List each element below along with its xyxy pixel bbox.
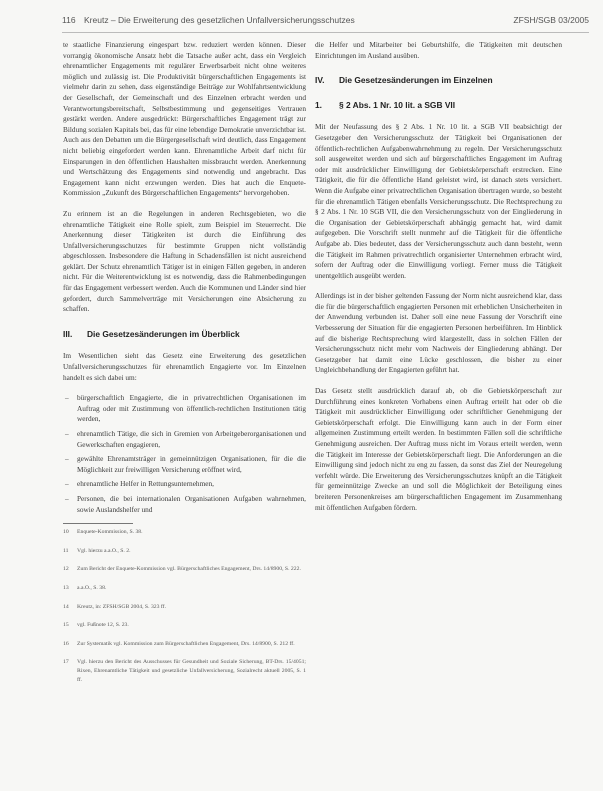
subsection-heading <box>315 100 562 111</box>
list-item: – ehrenamtliche Helfer in Rettungsunternehmen, <box>63 479 306 490</box>
subsection-number: 1. <box>315 99 322 110</box>
section-heading <box>63 329 306 340</box>
paragraph: Mit der Neufassung des § 2 Abs. 1 Nr. 10 lit. a SGB VII beabsichtigt der Gesetzgeber den Versicherungsschutz der Tätigkeit bei Organisationen der öffentlich-rechtlichen Aufgabenwahrnehmung zu regeln. Der Versicherungsschutz soll ausgeweitet werden und sich auf bürgerschaftliches Engagement im Auftrag oder mit ausdrücklicher Einwilligung der Gebietskörperschaft erstrecken. Eine Tätigkeit, die für die öffentliche Hand geleistet wird, ist danach stets versichert. Wenn die Aufgabe einer privatrechtlichen Organisation übertragen wurde, so besteht für die ehrenamtlich Tätigen ebenfalls Versicherungsschutz. Die Rechtsprechung zu § 2 Abs. 1 Nr. 10 SGB VII, die den Versicherungsschutz von der Eingliederung in die Organisation der Gebietskörperschaft abhängig gemacht hat, wird damit aufgegeben. Die Vorschrift stellt nunmehr auf die Tätigkeit für die öffentliche Aufgabe ab. Dies bedeutet, dass der Versicherungsschutz auch dann besteht, wenn die Tätigkeit im Rahmen privatrechtlich organisierter Unternehmen erbracht wird, sofern der Auftrag oder die Einwilligung vorliegt. Ferner muss die Tätigkeit unentgeltlich ausgeübt werden. <box>315 122 562 280</box>
footnote: 16 Zur Systematik vgl. Kommission zum Bürgerschaftlichen Engagement, Drs. 14/8900, S. 212 ff. <box>63 640 295 647</box>
paragraph: Das Gesetz stellt ausdrücklich darauf ab, ob die Gebietskörperschaft zur Durchführung eines konkreten Vorhabens einen Auftrag erteilt hat oder ob die Tätigkeit mit ausdrücklicher Einwilligung oder schriftlicher Genehmigung der Gebietskörperschaft erfolgt. Die Einwilligung kann auch in der Form einer allgemeinen Zustimmung erteilt werden. In bestimmten Fällen soll die schriftliche Genehmigung ausreichen. Der Auftrag muss nicht im Voraus erteilt werden, wenn die Tätigkeit im Interesse der Gebietskörperschaft liegt. Die Anforderungen an die Einwilligung sind jedoch nicht zu eng zu fassen, da sonst das Ziel der Neuregelung verfehlt würde. Die Erweiterung des Versicherungsschutzes knüpft an die Tätigkeit für gemeinnützige Zwecke an und soll die Möglichkeit der Beteiligung eines breiteren Personenkreises am bürgerschaftlichen Engagement im Zusammenhang mit öffentlichen Aufgaben fördern. <box>315 386 562 512</box>
footnote: 13 a.a.O., S. 38. <box>63 584 107 591</box>
list-item: – gewählte Ehrenamtsträger in gemeinnützigen Organisationen, für die die Möglichkeit zur freiwilligen Versicherung eröffnet wird, <box>63 454 306 475</box>
page-header <box>62 10 589 33</box>
page-number: 116 <box>62 15 76 25</box>
footnotes <box>63 528 306 684</box>
section-title: Die Gesetzesänderungen im Überblick <box>87 328 240 339</box>
footnote: 15 vgl. Fußnote 12, S. 23. <box>63 622 129 629</box>
list-item: – Personen, die bei internationalen Organisationen Aufgaben wahrnehmen, sowie Auslandshelfer und <box>63 494 306 515</box>
running-title: Kreutz – Die Erweiterung des gesetzlichen Unfallversicherungsschutzes <box>84 15 355 25</box>
footnote: 12 Zum Bericht der Enquete-Kommission vgl. Bürgerschaftliches Engagement, Drs. 14/8900, S. 222. <box>63 566 301 573</box>
paragraph: Allerdings ist in der bisher geltenden Fassung der Norm nicht ausreichend klar, dass die für die bürgerschaftlich engagierten Personen mit erheblichen Unsicherheiten in der Anwendung verbunden ist. Daher soll eine neue Fassung der Vorschrift eine Verbesserung der Situation für die engagierten Personen herbeiführen. Im Hinblick auf die bisherige Rechtsprechung wird klargestellt, dass in solchen Fällen der Versicherungsschutz nicht mehr vom Nachweis der Eingliederung abhängt. Der Gesetzgeber hat damit eine Lücke geschlossen, die bisher zu einer Ungleichbehandlung der Engagierten geführt hat. <box>315 291 562 375</box>
list-item: – ehrenamtlich Tätige, die sich in Gremien von Arbeitgeberorganisationen und Gewerkschaften engagieren, <box>63 429 306 450</box>
section-number: IV. <box>315 75 325 86</box>
paragraph: die Helfer und Mitarbeiter bei Geburtshilfe, die Tätigkeiten mit deutschen Einrichtungen im Ausland ausüben. <box>315 40 562 60</box>
right-column <box>315 40 562 523</box>
left-column <box>63 40 306 694</box>
journal-reference: ZFSH/SGB 03/2005 <box>513 15 589 25</box>
footnote: 17 Vgl. hierzu den Bericht des Ausschusses für Gesundheit und Soziale Sicherung, BT-Drs. 15/4051; Rixen, Ehrenamtliche Tätigkeit und gesetzliche Unfallversicherung, Sozialrecht aktuell 2005, S. 1 ff. <box>63 659 306 683</box>
footnote: 10 Enquete-Kommission, S. 38. <box>63 529 143 536</box>
footnote: 11 Vgl. hierzu a.a.O., S. 2. <box>63 547 131 554</box>
paragraph: te staatliche Finanzierung eingespart bzw. reduziert werden können. Dieser vorrangig ökonomische Ansatz hebt die Tatsache außer acht, dass ein Vergleich ehrenamtlicher Engagements mit regulärer Erwerbsarbeit nicht ohne weiteres möglich und zulässig ist. Die Produktivität bürgerschaftlichen Engagements ist vielmehr darin zu sehen, dass eigenständige Beiträge zur Wohlfahrtsentwicklung der Gesellschaft, der Gemeinschaft und des Einzelnen erbracht werden und Verantwortungsbereitschaft, Selbstbestimmung und gegenseitiges Vertrauen gestärkt werden. Andere ausgedrückt: Bürgerschaftliches Engagement trägt zur Bildung sozialen Kapitals bei, das für eine lebendige Demokratie unverzichtbar ist. Auch aus den Debatten um die Bürgergesellschaft wird deutlich, dass Engagement nicht beliebig eingefordert werden kann. Ehrenamtliche Arbeit darf nicht für Einsparungen in den öffentlichen Haushalten missbraucht werden. Anerkennung und Wertschätzung des Engagements sind notwendig und angebracht. Das Engagement kann nicht erzwungen werden. Dies hat auch die Enquete-Kommission „Zukunft des Bürgerschaftlichen Engagements“ hervorgehoben. <box>63 40 306 198</box>
footnote-divider <box>63 523 133 524</box>
footnote: 14 Kreutz, in: ZFSH/SGB 2004, S. 323 ff. <box>63 603 167 610</box>
subsection-title: § 2 Abs. 1 Nr. 10 lit. a SGB VII <box>339 99 456 110</box>
section-number: III. <box>63 328 73 339</box>
paragraph: Im Wesentlichen sieht das Gesetz eine Erweiterung des gesetzlichen Unfallversicherungsschutzes für ehrenamtlich Engagierte vor. Im Einzelnen handelt es sich dabei um: <box>63 351 306 382</box>
bullet-list <box>63 393 306 515</box>
section-title: Die Gesetzesänderungen im Einzelnen <box>339 75 493 86</box>
section-heading <box>315 75 562 86</box>
list-item: – bürgerschaftlich Engagierte, die in privatrechtlichen Organisationen im Auftrag oder mit Zustimmung von öffentlich-rechtlichen Institutionen tätig werden, <box>63 393 306 425</box>
paragraph: Zu erinnern ist an die Regelungen in anderen Rechtsgebieten, wo die ehrenamtliche Tätigkeit eine Rolle spielt, zum Beispiel im Steuerrecht. Die Anerkennung dieser Tätigkeiten ist durch die Einführung des Unfallversicherungsschutzes für bestimmte Gruppen nicht vollständig abgeschlossen. Insbesondere die Haftung in Schadensfällen ist nicht ausreichend geklärt. Der Schutz ehrenamtlich Tätiger ist in einigen Fällen gegeben, in anderen nicht. Für die Weiterentwicklung ist es notwendig, dass die Rahmenbedingungen für das Engagement verbessert werden. Auch die Kommunen und Länder sind hier gefordert, durch Sammelverträge mit Versicherungen eine Absicherung zu schaffen. <box>63 208 306 314</box>
